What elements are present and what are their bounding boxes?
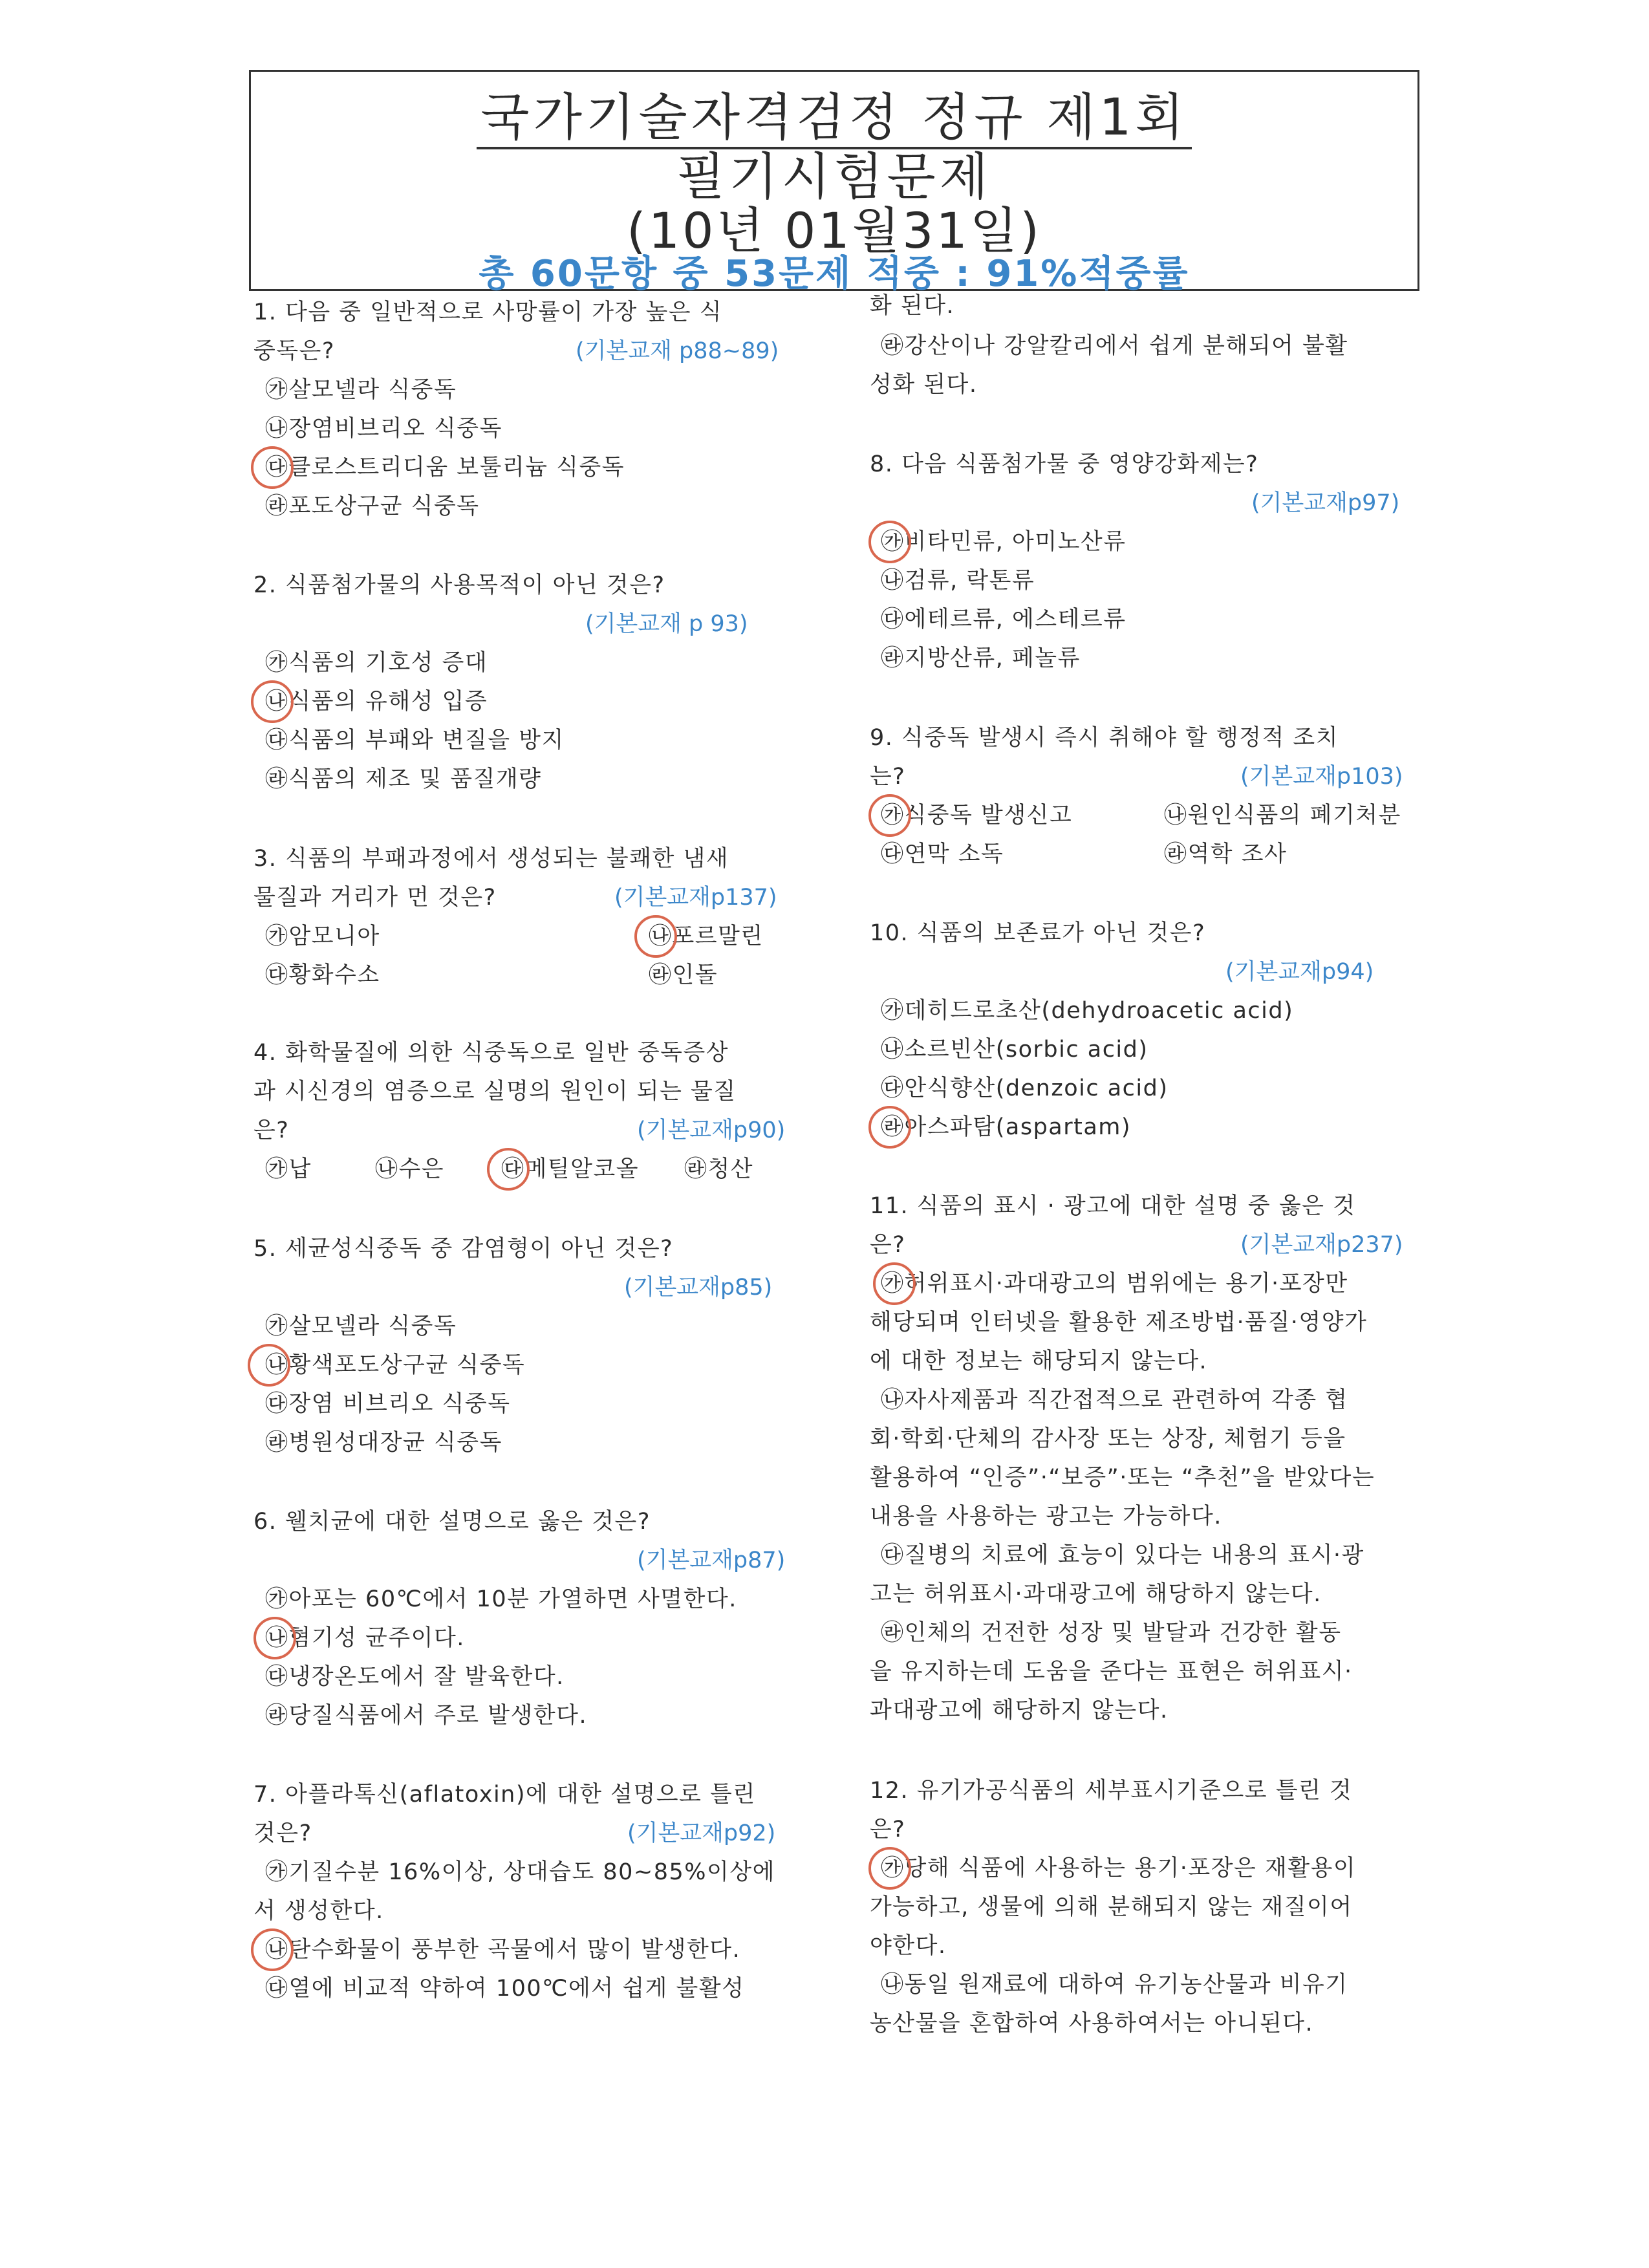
- question-11-option-b-cont3: 내용을 사용하는 광고는 가능하다.: [870, 1504, 1222, 1529]
- question-7-option-d-cont: 성화 된다.: [870, 372, 978, 398]
- answer-mark-q10: [868, 1106, 911, 1149]
- question-8-stem: 8. 다음 식품첨가물 중 영양강화제는?: [870, 451, 1259, 477]
- question-7-option-c: ㉰열에 비교적 약하여 100℃에서 쉽게 불활성: [265, 1976, 745, 2002]
- question-4-stem-end: 은?: [253, 1118, 290, 1143]
- question-2-option-c: ㉰식품의 부패와 변질을 방지: [265, 728, 565, 753]
- question-11-stem: 11. 식품의 표시 · 광고에 대한 설명 중 옳은 것: [870, 1193, 1356, 1219]
- question-8-option-b: ㉯검류, 락톤류: [881, 568, 1035, 594]
- question-5-stem: 5. 세균성식중독 중 감염형이 아닌 것은?: [253, 1236, 674, 1262]
- question-11-option-b: ㉯자사제품과 직간접적으로 관련하여 각종 협: [881, 1387, 1348, 1413]
- question-12-stem-cont: 은?: [870, 1817, 906, 1842]
- question-8-option-c: ㉰에테르류, 에스테르류: [881, 607, 1126, 632]
- question-1-stem: 1. 다음 중 일반적으로 사망률이 가장 높은 식: [253, 299, 723, 325]
- answer-mark-q5: [248, 1344, 290, 1387]
- question-9-stem-cont: 는?: [870, 764, 906, 790]
- question-7-stem-cont: 것은?: [253, 1820, 312, 1846]
- question-7-stem: 7. 아플라톡신(aflatoxin)에 대한 설명으로 틀린: [253, 1782, 756, 1808]
- question-3-option-b: ㉯포르말린: [649, 923, 764, 949]
- question-11-option-d-cont2: 과대광고에 해당하지 않는다.: [870, 1698, 1169, 1723]
- question-3-option-d: ㉱인돌: [649, 962, 718, 988]
- question-1-option-b: ㉯장염비브리오 식중독: [265, 416, 502, 442]
- question-7-option-d: ㉱강산이나 강알칼리에서 쉽게 분해되어 불활: [881, 333, 1348, 359]
- question-9-reference: (기본교재p103): [1240, 764, 1403, 790]
- question-11-option-a-cont1: 해당되며 인터넷을 활용한 제조방법·품질·영양가: [870, 1310, 1368, 1335]
- question-2-option-d: ㉱식품의 제조 및 품질개량: [265, 766, 542, 792]
- answer-mark-q1: [251, 446, 294, 489]
- question-11-option-d-cont1: 을 유지하는데 도움을 준다는 표현은 허위표시·: [870, 1659, 1353, 1685]
- question-4-stem-cont: 과 시신경의 염증으로 실명의 원인이 되는 물질: [253, 1079, 737, 1105]
- exam-title-box: [249, 70, 1419, 295]
- question-5-reference: (기본교재p85): [624, 1275, 773, 1301]
- question-3-option-a: ㉮암모니아: [265, 923, 380, 949]
- question-10-option-b: ㉯소르빈산(sorbic acid): [881, 1037, 1148, 1063]
- answer-mark-q8: [868, 521, 911, 563]
- question-1-stem-cont: 중독은?: [253, 338, 336, 364]
- answer-mark-q3: [634, 915, 677, 958]
- question-11-option-a-cont2: 에 대한 정보는 해당되지 않는다.: [870, 1348, 1208, 1374]
- answer-mark-q6: [253, 1617, 296, 1659]
- question-2-reference: (기본교재 p 93): [585, 611, 748, 637]
- question-6-option-d: ㉱당질식품에서 주로 발생한다.: [265, 1703, 588, 1729]
- question-5-option-d: ㉱병원성대장균 식중독: [265, 1430, 502, 1456]
- question-9-option-a: ㉮식중독 발생신고: [881, 803, 1073, 828]
- question-10-option-a: ㉮데히드로초산(dehydroacetic acid): [881, 998, 1294, 1024]
- exam-date: (10년 01월31일): [627, 202, 1042, 259]
- question-3-stem: 3. 식품의 부패과정에서 생성되는 불쾌한 냄새: [253, 846, 729, 872]
- question-9-option-b: ㉯원인식품의 폐기처분: [1164, 803, 1401, 828]
- answer-mark-q11: [873, 1262, 916, 1305]
- question-6-option-a: ㉮아포는 60℃에서 10분 가열하면 사멸한다.: [265, 1586, 737, 1612]
- question-8-option-a: ㉮비타민류, 아미노산류: [881, 529, 1126, 555]
- question-3-option-c: ㉰황화수소: [265, 962, 380, 988]
- question-10-option-c: ㉰안식향산(denzoic acid): [881, 1075, 1169, 1101]
- question-6-reference: (기본교재p87): [637, 1548, 786, 1573]
- question-9-option-d: ㉱역학 조사: [1164, 841, 1288, 867]
- question-12-option-a-cont2: 야한다.: [870, 1933, 947, 1959]
- question-5-option-c: ㉰장염 비브리오 식중독: [265, 1391, 511, 1417]
- question-11-option-c: ㉰질병의 치료에 효능이 있다는 내용의 표시·광: [881, 1542, 1364, 1568]
- question-11-reference: (기본교재p237): [1240, 1232, 1403, 1258]
- question-4-option-b: ㉯수은: [375, 1156, 445, 1182]
- question-6-option-c: ㉰냉장온도에서 잘 발육한다.: [265, 1664, 565, 1690]
- question-12-option-a-cont1: 가능하고, 생물에 의해 분해되지 않는 재질이어: [870, 1894, 1353, 1920]
- question-11-option-b-cont2: 활용하여 “인증”·“보증”·또는 “추천”을 받았다는: [870, 1465, 1375, 1491]
- question-11-option-b-cont1: 회·학회·단체의 감사장 또는 상장, 체험기 등을: [870, 1426, 1346, 1452]
- question-7-option-b: ㉯탄수화물이 풍부한 곡물에서 많이 발생한다.: [265, 1937, 741, 1963]
- exam-subtitle: 필기시험문제: [676, 148, 993, 206]
- question-5-option-a: ㉮살모넬라 식중독: [265, 1313, 457, 1339]
- question-3-reference: (기본교재p137): [614, 885, 777, 911]
- question-11-option-a: ㉮허위표시·과대광고의 범위에는 용기·포장만: [881, 1271, 1348, 1297]
- question-12-option-b-cont: 농산물을 혼합하여 사용하여서는 아니된다.: [870, 2011, 1314, 2036]
- answer-mark-q7: [251, 1928, 294, 1971]
- question-1-reference: (기본교재 p88~89): [576, 338, 779, 364]
- question-2-option-a: ㉮식품의 기호성 증대: [265, 650, 488, 676]
- question-9-stem: 9. 식중독 발생시 즉시 취해야 할 행정적 조치: [870, 725, 1339, 751]
- answer-mark-q2: [251, 680, 294, 723]
- question-6-option-b: ㉯혐기성 균주이다.: [265, 1625, 465, 1651]
- answer-mark-q12: [868, 1847, 911, 1890]
- question-7-reference: (기본교재p92): [627, 1820, 776, 1846]
- question-7-option-a: ㉮기질수분 16%이상, 상대습도 80~85%이상에: [265, 1859, 775, 1885]
- question-10-option-d: ㉱아스파탐(aspartam): [881, 1114, 1132, 1140]
- question-10-reference: (기본교재p94): [1225, 959, 1374, 985]
- question-10-stem: 10. 식품의 보존료가 아닌 것은?: [870, 920, 1206, 946]
- question-1-option-c: ㉰클로스트리디움 보툴리늄 식중독: [265, 455, 625, 481]
- question-12-stem: 12. 유기가공식품의 세부표시기준으로 틀린 것: [870, 1778, 1353, 1804]
- question-11-option-d: ㉱인체의 건전한 성장 및 발달과 건강한 활동: [881, 1620, 1342, 1646]
- question-8-option-d: ㉱지방산류, 페놀류: [881, 645, 1081, 671]
- question-2-stem: 2. 식품첨가물의 사용목적이 아닌 것은?: [253, 572, 665, 598]
- question-4-option-a: ㉮납: [265, 1156, 312, 1182]
- question-4-stem: 4. 화학물질에 의한 식중독으로 일반 중독증상: [253, 1040, 729, 1066]
- question-12-option-b: ㉯동일 원재료에 대하여 유기농산물과 비유기: [881, 1972, 1348, 1998]
- question-1-option-a: ㉮살모넬라 식중독: [265, 377, 457, 403]
- question-11-option-c-cont: 고는 허위표시·과대광고에 해당하지 않는다.: [870, 1581, 1322, 1607]
- question-1-option-d: ㉱포도상구균 식중독: [265, 493, 480, 519]
- question-4-option-d: ㉱청산: [684, 1156, 754, 1182]
- answer-mark-q4: [487, 1148, 530, 1191]
- question-5-option-b: ㉯황색포도상구균 식중독: [265, 1352, 526, 1378]
- exam-title: 국가기술자격검정 정규 제1회: [477, 89, 1191, 149]
- question-12-option-a: ㉮당해 식품에 사용하는 용기·포장은 재활용이: [881, 1855, 1357, 1881]
- question-4-reference: (기본교재p90): [637, 1118, 786, 1143]
- answer-mark-q9: [868, 794, 911, 837]
- hit-rate-banner: 총 60문항 중 53문제 적중 : 91%적중률: [479, 253, 1190, 295]
- question-7-option-c-cont: 화 된다.: [870, 293, 955, 319]
- question-7-option-a-cont: 서 생성한다.: [253, 1898, 384, 1924]
- question-6-stem: 6. 웰치균에 대한 설명으로 옳은 것은?: [253, 1509, 651, 1535]
- question-3-stem-cont: 물질과 거리가 먼 것은?: [253, 885, 497, 911]
- question-8-reference: (기본교재p97): [1251, 490, 1400, 516]
- question-4-option-c: ㉰메틸알코올: [501, 1156, 640, 1182]
- question-2-option-b: ㉯식품의 유해성 입증: [265, 689, 488, 715]
- question-9-option-c: ㉰연막 소독: [881, 841, 1004, 867]
- question-11-stem-cont: 은?: [870, 1232, 906, 1258]
